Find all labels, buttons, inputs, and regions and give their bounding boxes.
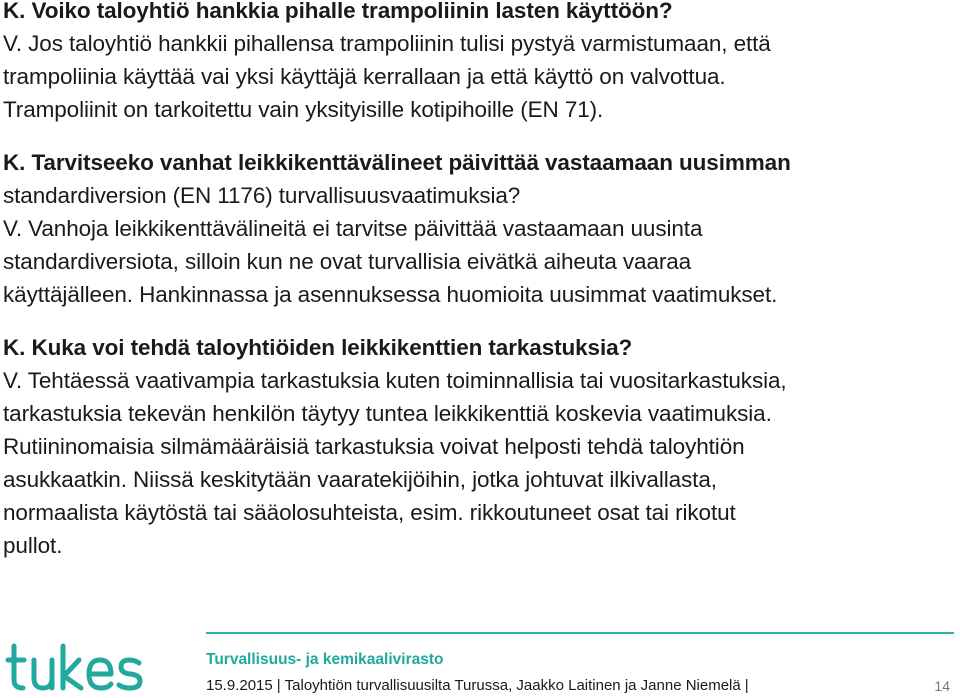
qa-content [3,0,953,562]
question-line: K. Tarvitseeko vanhat leikkikenttävälineet päivittää vastaamaan uusimman [3,150,791,175]
answer-line: V. Tehtäessä vaativampia tarkastuksia kuten toiminnallisia tai vuositarkastuksia, [3,368,787,393]
answer-line: Trampoliinit on tarkoitettu vain yksityisille kotipihoille (EN 71). [3,97,604,122]
footer-separator: | [744,677,749,694]
question-line: K. Voiko taloyhtiö hankkia pihalle trampoliinin lasten käyttöön? [3,0,673,23]
answer-line: normaalista käytöstä tai sääolosuhteista, esim. rikkoutuneet osat tai rikotut [3,500,736,525]
tukes-logo [4,640,146,694]
footer-separator: | [276,677,281,694]
footer-divider [206,632,954,634]
answer-line: V. Vanhoja leikkikenttävälineitä ei tarvitse päivittää vastaamaan uusinta [3,216,703,241]
spacer [3,311,953,331]
question-line: K. Kuka voi tehdä taloyhtiöiden leikkikenttien tarkastuksia? [3,335,633,360]
organization-name: Turvallisuus- ja kemikaalivirasto [206,651,444,668]
footer-event: Taloyhtiön turvallisuusilta Turussa, Jaakko Laitinen ja Janne Niemelä [284,677,741,694]
question-line-continued: standardiversion (EN 1176) turvallisuusvaatimuksia? [3,183,521,208]
spacer [3,126,953,146]
answer-line: käyttäjälleen. Hankinnassa ja asennuksessa huomioita uusimmat vaatimukset. [3,282,778,307]
answer-line: trampoliinia käyttää vai yksi käyttäjä kerrallaan ja että käyttö on valvottua. [3,64,726,89]
answer-line: asukkaatkin. Niissä keskitytään vaaratekijöihin, jotka johtuvat ilkivallasta, [3,467,717,492]
answer-line: pullot. [3,533,63,558]
answer-line: standardiversiota, silloin kun ne ovat turvallisia eivätkä aiheuta vaaraa [3,249,692,274]
footer-date: 15.9.2015 [206,677,273,694]
footer-info [206,677,753,694]
qa-block-trampoline [3,0,953,126]
qa-block-standard-update [3,146,953,311]
answer-line: Rutiininomaisia silmämääräisiä tarkastuksia voivat helposti tehdä taloyhtiön [3,434,745,459]
qa-block-inspections [3,331,953,562]
page-number: 14 [934,678,950,694]
answer-line: V. Jos taloyhtiö hankkii pihallensa trampoliinin tulisi pystyä varmistumaan, että [3,31,771,56]
answer-line: tarkastuksia tekevän henkilön täytyy tuntea leikkikenttiä koskevia vaatimuksia. [3,401,772,426]
